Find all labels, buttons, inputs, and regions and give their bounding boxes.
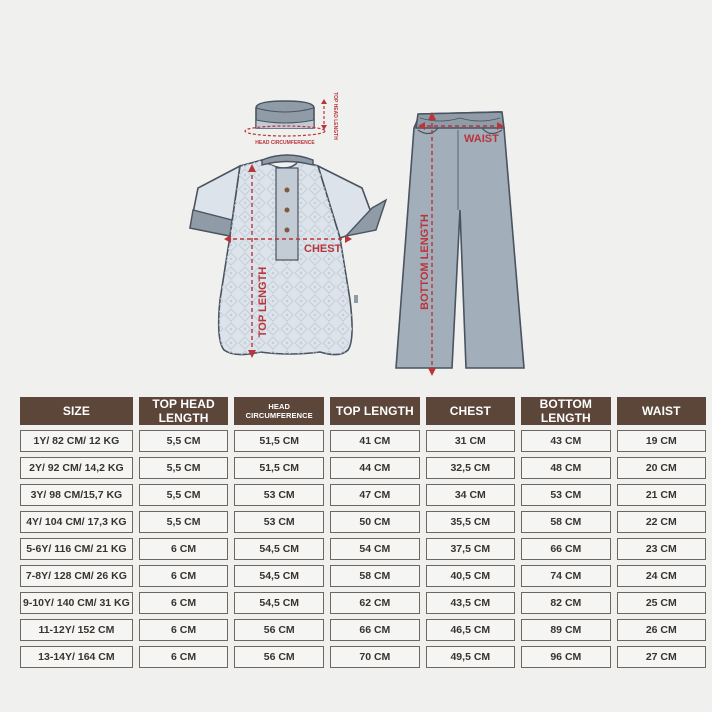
cell-top-head-length: 6 CM (139, 538, 229, 560)
top-length-label: TOP LENGTH (257, 266, 269, 338)
cell-chest: 35,5 CM (426, 511, 515, 533)
cell-waist: 21 CM (617, 484, 706, 506)
cell-head-circumference: 56 CM (234, 646, 324, 668)
header-chest: CHEST (426, 397, 515, 425)
cell-top-head-length: 6 CM (139, 619, 229, 641)
cell-waist: 23 CM (617, 538, 706, 560)
cell-top-head-length: 6 CM (139, 592, 229, 614)
cell-waist: 24 CM (617, 565, 706, 587)
cell-top-head-length: 5,5 CM (139, 430, 229, 452)
cell-size: 5-6Y/ 116 CM/ 21 KG (20, 538, 133, 560)
cell-top-length: 44 CM (330, 457, 420, 479)
table-row (20, 592, 706, 614)
cell-bottom-length: 43 CM (521, 430, 611, 452)
cell-chest: 31 CM (426, 430, 515, 452)
header-top-head-length: TOP HEAD LENGTH (139, 397, 229, 425)
table-body (20, 430, 706, 668)
header-bottom-length: BOTTOM LENGTH (521, 397, 611, 425)
cell-bottom-length: 48 CM (521, 457, 611, 479)
cell-size: 4Y/ 104 CM/ 17,3 KG (20, 511, 133, 533)
cell-waist: 25 CM (617, 592, 706, 614)
table-row (20, 565, 706, 587)
cell-top-head-length: 6 CM (139, 646, 229, 668)
cell-bottom-length: 82 CM (521, 592, 611, 614)
table-row (20, 457, 706, 479)
cell-top-head-length: 5,5 CM (139, 457, 229, 479)
cell-top-length: 58 CM (330, 565, 420, 587)
table-row (20, 430, 706, 452)
table-header-row (20, 397, 706, 425)
cell-waist: 26 CM (617, 619, 706, 641)
cell-chest: 49,5 CM (426, 646, 515, 668)
cell-size: 1Y/ 82 CM/ 12 KG (20, 430, 133, 452)
head-circumference-label: HEAD CIRCUMFERENCE (255, 140, 315, 146)
cell-bottom-length: 66 CM (521, 538, 611, 560)
table-row (20, 619, 706, 641)
header-size: SIZE (20, 397, 133, 425)
cell-head-circumference: 53 CM (234, 511, 324, 533)
header-waist: WAIST (617, 397, 706, 425)
cell-waist: 19 CM (617, 430, 706, 452)
cell-top-length: 47 CM (330, 484, 420, 506)
cell-chest: 43,5 CM (426, 592, 515, 614)
cell-top-length: 66 CM (330, 619, 420, 641)
cell-head-circumference: 56 CM (234, 619, 324, 641)
table-row (20, 511, 706, 533)
cell-top-length: 54 CM (330, 538, 420, 560)
size-chart-table (14, 392, 712, 673)
cell-chest: 37,5 CM (426, 538, 515, 560)
cell-chest: 46,5 CM (426, 619, 515, 641)
cell-top-head-length: 5,5 CM (139, 484, 229, 506)
cell-chest: 40,5 CM (426, 565, 515, 587)
cell-bottom-length: 74 CM (521, 565, 611, 587)
cell-bottom-length: 53 CM (521, 484, 611, 506)
table-row (20, 538, 706, 560)
cell-waist: 27 CM (617, 646, 706, 668)
cell-top-length: 62 CM (330, 592, 420, 614)
table-row (20, 646, 706, 668)
header-top-length: TOP LENGTH (330, 397, 420, 425)
cell-chest: 32,5 CM (426, 457, 515, 479)
cell-head-circumference: 53 CM (234, 484, 324, 506)
cell-head-circumference: 54,5 CM (234, 565, 324, 587)
cell-head-circumference: 54,5 CM (234, 538, 324, 560)
cell-bottom-length: 96 CM (521, 646, 611, 668)
cell-top-length: 70 CM (330, 646, 420, 668)
header-head-circumference: HEAD CIRCUMFERENCE (234, 397, 324, 425)
pants-drawing (396, 112, 524, 368)
cell-size: 11-12Y/ 152 CM (20, 619, 133, 641)
cell-chest: 34 CM (426, 484, 515, 506)
cell-bottom-length: 89 CM (521, 619, 611, 641)
cell-top-length: 50 CM (330, 511, 420, 533)
cell-top-head-length: 6 CM (139, 565, 229, 587)
cap-drawing (245, 99, 327, 136)
chest-label: CHEST (304, 243, 342, 255)
cell-head-circumference: 54,5 CM (234, 592, 324, 614)
cell-size: 9-10Y/ 140 CM/ 31 KG (20, 592, 133, 614)
cell-top-head-length: 5,5 CM (139, 511, 229, 533)
cell-size: 3Y/ 98 CM/15,7 KG (20, 484, 133, 506)
cell-size: 7-8Y/ 128 CM/ 26 KG (20, 565, 133, 587)
cell-waist: 20 CM (617, 457, 706, 479)
cell-head-circumference: 51,5 CM (234, 457, 324, 479)
top-head-length-label: TOP HEAD LENGTH (332, 92, 338, 140)
cell-size: 13-14Y/ 164 CM (20, 646, 133, 668)
bottom-length-label: BOTTOM LENGTH (419, 214, 431, 310)
table-row (20, 484, 706, 506)
cell-waist: 22 CM (617, 511, 706, 533)
cell-top-length: 41 CM (330, 430, 420, 452)
cell-bottom-length: 58 CM (521, 511, 611, 533)
cell-size: 2Y/ 92 CM/ 14,2 KG (20, 457, 133, 479)
shirt-drawing (190, 155, 386, 355)
waist-label: WAIST (464, 133, 499, 145)
cell-head-circumference: 51,5 CM (234, 430, 324, 452)
